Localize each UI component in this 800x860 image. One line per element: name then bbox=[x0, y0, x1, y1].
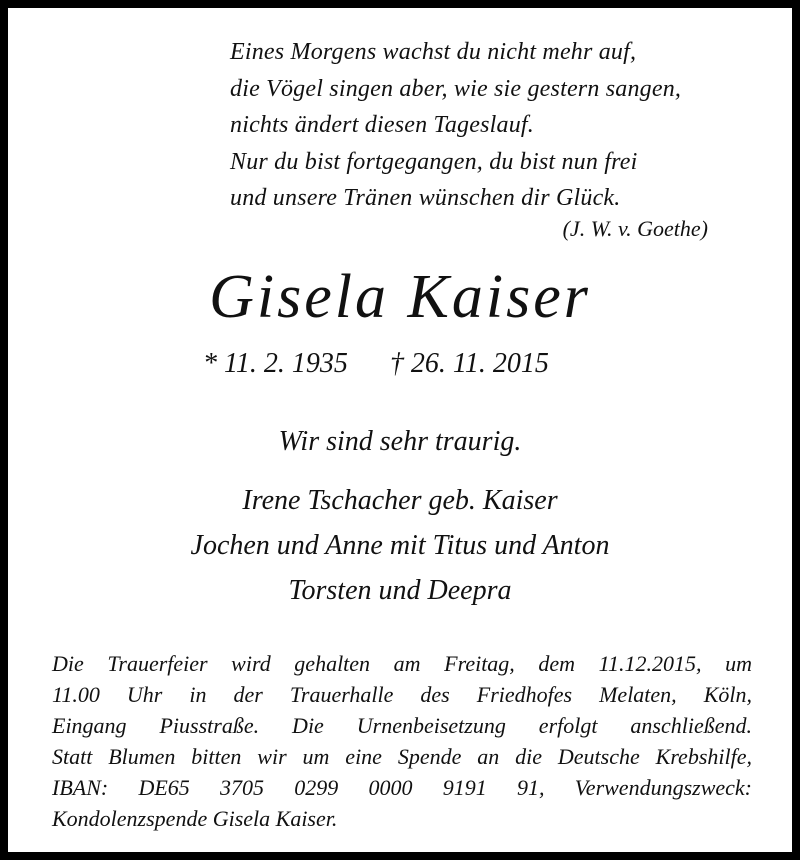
family-member: Irene Tschacher geb. Kaiser bbox=[242, 485, 558, 516]
death-date: † 26. 11. 2015 bbox=[389, 348, 549, 379]
poem-line: die Vögel singen aber, wie sie gestern sangen, bbox=[230, 75, 682, 102]
poem bbox=[230, 34, 730, 217]
family-member: Jochen und Anne mit Titus und Anton bbox=[190, 530, 610, 561]
poem-line: Eines Morgens wachst du nicht mehr auf, bbox=[230, 39, 637, 65]
info-line: Statt Blumen bitten wir um eine Spende an die Deutsche Krebshilfe, bbox=[52, 744, 752, 769]
poem-line: nichts ändert diesen Tageslauf. bbox=[230, 112, 534, 138]
info-line: IBAN: DE65 3705 0299 0000 9191 91, Verwendungszweck: bbox=[52, 775, 752, 800]
mourning-statement: Wir sind sehr traurig. bbox=[278, 426, 522, 457]
info-line: 11.00 Uhr in der Trauerhalle des Friedhofes Melaten, Köln, bbox=[52, 682, 752, 707]
poem-line: und unsere Tränen wünschen dir Glück. bbox=[230, 185, 621, 211]
deceased-name: Gisela Kaiser bbox=[209, 263, 591, 331]
poem-author: (J. W. v. Goethe) bbox=[562, 216, 708, 241]
info-line: Eingang Piusstraße. Die Urnenbeisetzung erfolgt anschließend. bbox=[52, 713, 752, 738]
birth-date: * 11. 2. 1935 bbox=[203, 348, 348, 379]
family-member: Torsten und Deepra bbox=[288, 575, 512, 606]
info-line: Die Trauerfeier wird gehalten am Freitag, dem 11.12.2015, um bbox=[52, 651, 752, 676]
poem-line: Nur du bist fortgegangen, du bist nun frei bbox=[230, 148, 638, 175]
family-list bbox=[8, 478, 792, 613]
funeral-info bbox=[52, 648, 752, 834]
life-dates bbox=[203, 348, 549, 380]
info-line: Kondolenzspende Gisela Kaiser. bbox=[52, 806, 338, 831]
